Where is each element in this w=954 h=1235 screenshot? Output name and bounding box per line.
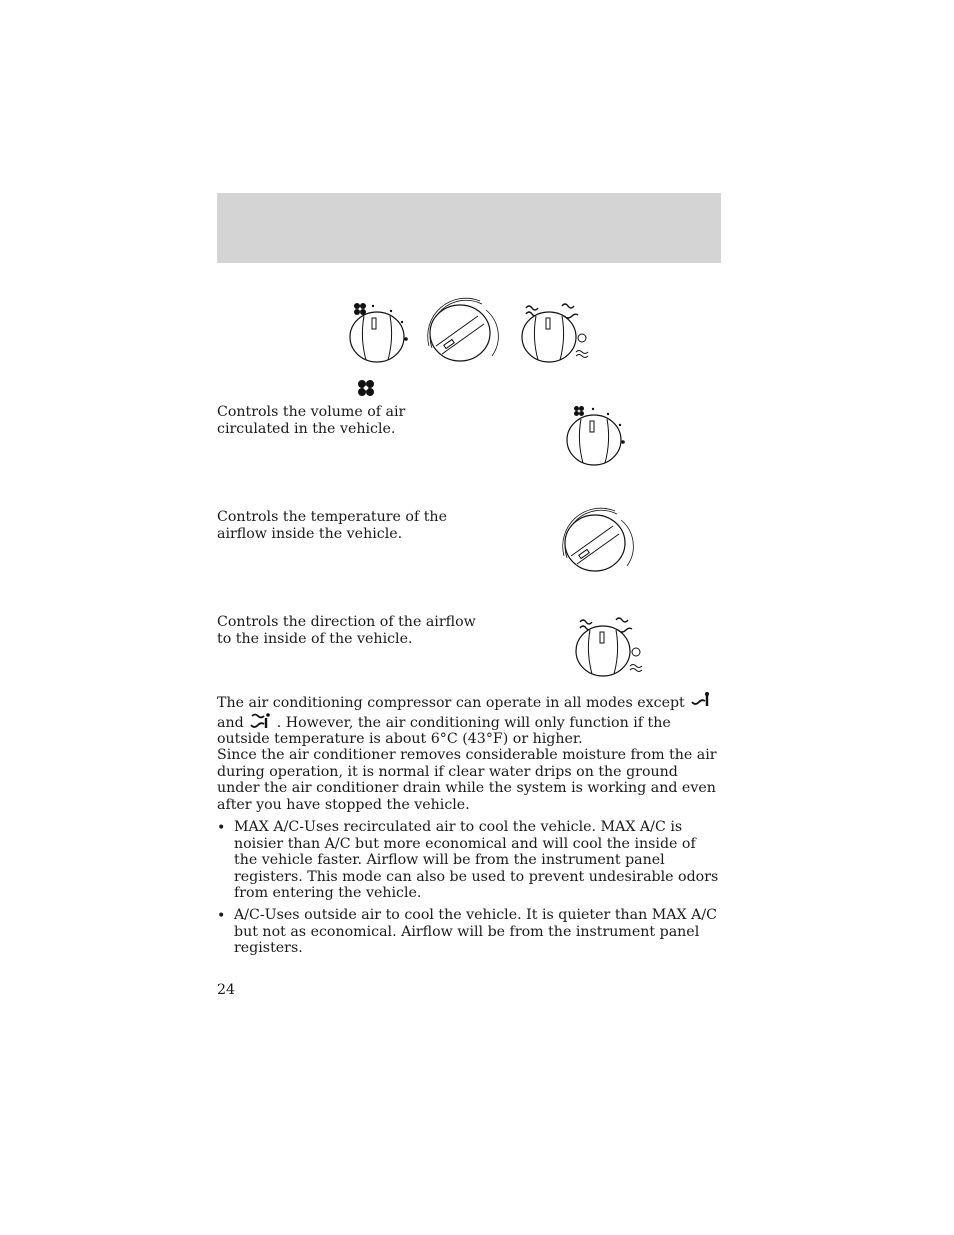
fan-icon [354,303,366,315]
floor-defrost-airflow-icon [248,712,272,730]
temperature-description: Controls the temperature of the airflow inside the vehicle. [217,509,447,542]
mode-knob-illustration [566,612,656,682]
bullet-ac: A/C-Uses outside air to cool the vehicle. It is quieter than MAX A/C but not as economical. Airflow will be from the instrument panel registers. [234,907,718,957]
moisture-paragraph: Since the air conditioner removes considerable moisture from the air during operation, it is normal if clear water drips on the ground under the air conditioner drain while the system is working and even after you have stopped the vehicle. [217,747,717,813]
bullet-mark: • [217,908,226,924]
compressor-text-2: . However, the air conditioning will only function if the outside temperature is about 6°C (43°F) or higher. [217,714,671,748]
temperature-knob-illustration [555,508,635,578]
bullet-max-ac: MAX A/C-Uses recirculated air to cool the vehicle. MAX A/C is noisier than A/C but more economical and will cool the inside of the vehicle faster. Airflow will be from the instrument panel registers. This mode can also be used to prevent undesirable odors from entering the vehicle. [234,819,719,902]
blower-knob-illustration [340,298,420,368]
compressor-text-1: The air conditioning compressor can operate in all modes except [217,695,685,711]
mode-knob-illustration [512,298,602,368]
mode-description: Controls the direction of the airflow to the inside of the vehicle. [217,614,476,647]
fan-icon [357,379,375,397]
floor-airflow-icon [689,692,713,710]
blower-knob-illustration [558,404,638,474]
page-number: 24 [217,982,236,998]
section-header-band [217,193,721,263]
compressor-text-and: and [217,714,244,731]
blower-description: Controls the volume of air circulated in the vehicle. [217,404,406,437]
bullet-mark: • [217,820,226,836]
fan-icon [574,406,584,416]
compressor-paragraph [217,692,717,748]
temperature-knob-illustration [420,298,500,368]
